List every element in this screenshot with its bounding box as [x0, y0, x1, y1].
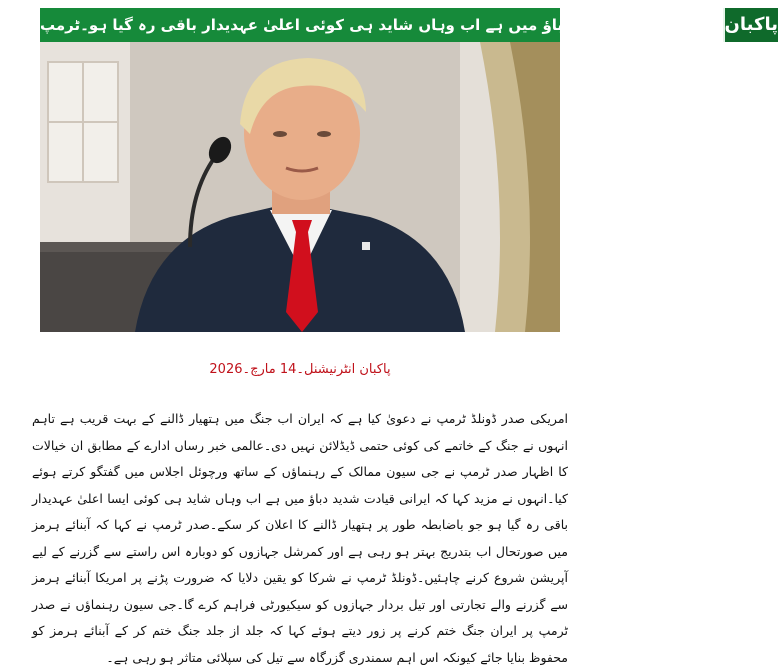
headline-banner [40, 8, 778, 42]
article-body: امریکی صدر ڈونلڈ ٹرمپ نے دعویٰ کیا ہے کہ ایران اب جنگ میں ہتھیار ڈالنے کے بہت قریب ہے تاہم انہوں نے جنگ کے خاتمے کی کوئی حتمی ڈیڈلائن نہیں دی۔عالمی خبر رساں ادارے کے مطابق ان خیالات کا اظہار صدر ٹرمپ نے جی سیون ممالک کے رہنماؤں کے ساتھ ورچوئل اجلاس میں گفتگو کرتے ہوئے کیا۔انہوں نے مزید کہا کہ ایرانی قیادت شدید دباؤ میں ہے اب وہاں شاید ہی کوئی ایسا اعلیٰ عہدیدار باقی رہ گیا ہو جو باضابطہ طور پر ہتھیار ڈالنے کا اعلان کر سکے۔صدر ٹرمپ نے کہا کہ آبنائے ہرمز میں صورتحال اب بتدریج بہتر ہو رہی ہے اور کمرشل جہازوں کو دوبارہ اس راستے سے گزرنے کے لیے آپریشن شروع کرنے چاہئیں۔ڈونلڈ ٹرمپ نے شرکا کو یقین دلایا کہ ضرورت پڑنے پر امریکا آبنائے ہرمز سے گزرنے والے تجارتی اور تیل بردار جہازوں کو سیکیورٹی فراہم کرے گا۔جی سیون رہنماؤں نے صدر ٹرمپ پر ایران جنگ ختم کرنے پر زور دیتے ہوئے کہا کہ جلد از جلد جنگ ختم کر کے آبنائے ہرمز کو محفوظ بنایا جائے کیونکہ اس اہم سمندری گزرگاہ سے تیل کی سپلائی متاثر ہو رہی ہے۔ [32, 411, 568, 665]
headline-text: ایرانی قیادت شدید دباؤ میں ہے اب وہاں شاید ہی کوئی اعلیٰ عہدیدار باقی رہ گیا ہو۔ٹرمپ [40, 16, 715, 34]
dateline: پاکبان انٹرنیشنل۔14 مارچ۔2026 [209, 362, 391, 377]
news-photo [40, 42, 560, 332]
brand-logo: پاکبان [723, 8, 778, 42]
